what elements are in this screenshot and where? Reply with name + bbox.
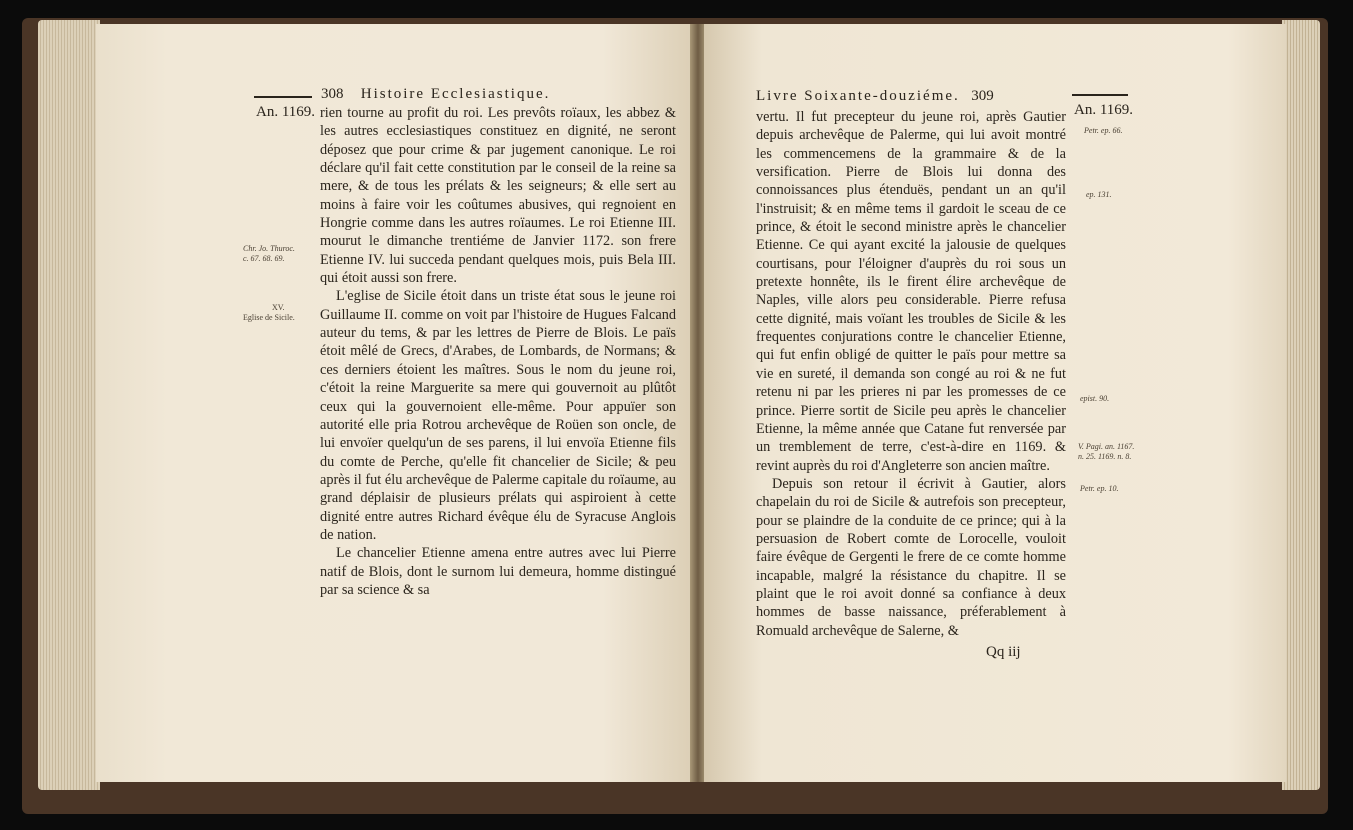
signature-mark: Qq iij bbox=[986, 644, 1021, 660]
paragraph: Le chancelier Etienne amena entre autres avec lui Pierre natif de Blois, dont le surnom lui demeura, homme distingué par sa science & sa bbox=[320, 545, 676, 598]
right-running-title: Livre Soixante-douziéme. bbox=[756, 88, 960, 104]
margin-note-section-number: XV. bbox=[272, 303, 285, 312]
left-running-title: Histoire Ecclesiastique. bbox=[360, 86, 551, 102]
right-body-text bbox=[756, 108, 1066, 664]
paragraph: vertu. Il fut precepteur du jeune roi, après Gautier depuis archevêque de Palerme, qui lui avoit montré les commencemens de la grammaire & de la versification. Pierre de Blois lui donna des connoissances plus étenduës, pendant un an qu'il l'instruisit; & en même tems il gardoit le sceau de ce prince, & étoit le second ministre après le chancelier Etienne. Ce qui ayant excité la jalousie de quelques courtisans, pour l'éloigner d'auprès du roi sous un pretexte honnête, ils le firent élire archevêque de Naples, ville alors peu considerable. Pierre refusa cette dignité, mais voïant les troubles de Sicile & les frequentes conjurations contre le chancelier Etienne, qui fut enfin obligé de quitter le païs pour mettre sa vie en sureté, il demanda son congé au roi & ne fut retenu ni par les prieres ni par les promesses de ce prince. Pierre sortit de Sicile peu après le chancelier Etienne, la même année que Catane fut renversée par un tremblement de terre, c'est-à-dire en 1169. & revint auprès du roi d'Angleterre son ancien maître. bbox=[756, 109, 1066, 474]
margin-note: Petr. ep. 10. bbox=[1080, 484, 1119, 493]
right-running-head bbox=[756, 88, 994, 105]
year-rule bbox=[1072, 94, 1128, 96]
right-page-number: 309 bbox=[971, 88, 994, 104]
left-running-head bbox=[321, 86, 550, 103]
left-body-text bbox=[320, 104, 676, 764]
left-page-number: 308 bbox=[321, 86, 344, 102]
margin-note: V. Pagi. an. 1167. n. 25. 1169. n. 8. bbox=[1078, 442, 1135, 461]
paragraph: Depuis son retour il écrivit à Gautier, alors chapelain du roi de Sicile & autrefois son precepteur, pour se plaindre de la conduite de ce prince; qui à la persuasion de Robert comte de Lorocelle, vouloit faire évêque de Gergenti le frere de ce comte homme incapable, malgré la résistance du chapitre. Il se plaint que le roi avoit donné sa confiance à deux hommes de basse naissance, préferablement à Romuald archevêque de Salerne, & bbox=[756, 475, 1066, 639]
page-edges-left bbox=[38, 20, 100, 790]
margin-note: ep. 131. bbox=[1086, 190, 1112, 199]
margin-note: Chr. Jo. Thuroc. c. 67. 68. 69. bbox=[243, 244, 295, 263]
margin-note-section-title: Eglise de Sicile. bbox=[243, 313, 295, 322]
margin-note: Petr. ep. 66. bbox=[1084, 126, 1123, 135]
year-rule bbox=[254, 96, 312, 98]
paragraph: rien tourne au profit du roi. Les prevôts roïaux, les abbez & les autres ecclesiastiques constituez en dignité, ne seront déposez que pour crime & par jugement canonique. Le roi déclare qu'il fait cette constitution par le conseil de la reine sa mere, & de tous les prélats & les seigneurs; & elle sert au moins à faire voir les coûtumes abusives, qui regnoient en Hongrie comme dans les autres roïaumes. Le roi Etienne III. mourut le dimanche trentiéme de Janvier 1172. son frere Etienne IV. lui succeda pendant quelques mois, puis Bela III. qui étoit aussi son frere. bbox=[320, 105, 676, 287]
right-year-marker: An. 1169. bbox=[1074, 102, 1134, 118]
margin-note: epist. 90. bbox=[1080, 394, 1110, 403]
page-edges-right bbox=[1282, 20, 1320, 790]
left-page bbox=[96, 24, 692, 782]
paragraph: L'eglise de Sicile étoit dans un triste état sous le jeune roi Guillaume II. comme on voit par l'histoire de Hugues Falcand auteur du tems, & par les lettres de Pierre de Blois. Le païs étoit mêlé de Grecs, d'Arabes, de Lombards, de Normans; & ces derniers étoient les maîtres. Sous le nom du jeune roi, c'étoit la reine Marguerite sa mere qui gouvernoit au plûtôt ceux qui la gouvernoient elle-même. Pour appuïer son autorité elle pria Rotrou archevêque de Roüen son oncle, de lui envoïer quelqu'un de ses parens, il lui envoïa Etienne fils du comte de Perche, qu'elle fit chancelier de Sicile; & peu après il fut élu archevêque de Palerme capitale du roïaume, au grand déplaisir de plusieurs prélats qui aspiroient à cette dignité entre autres Richard évêque élu de Syracuse Anglois de nation. bbox=[320, 288, 676, 543]
right-page bbox=[704, 24, 1286, 782]
left-year-marker: An. 1169. bbox=[256, 104, 316, 120]
